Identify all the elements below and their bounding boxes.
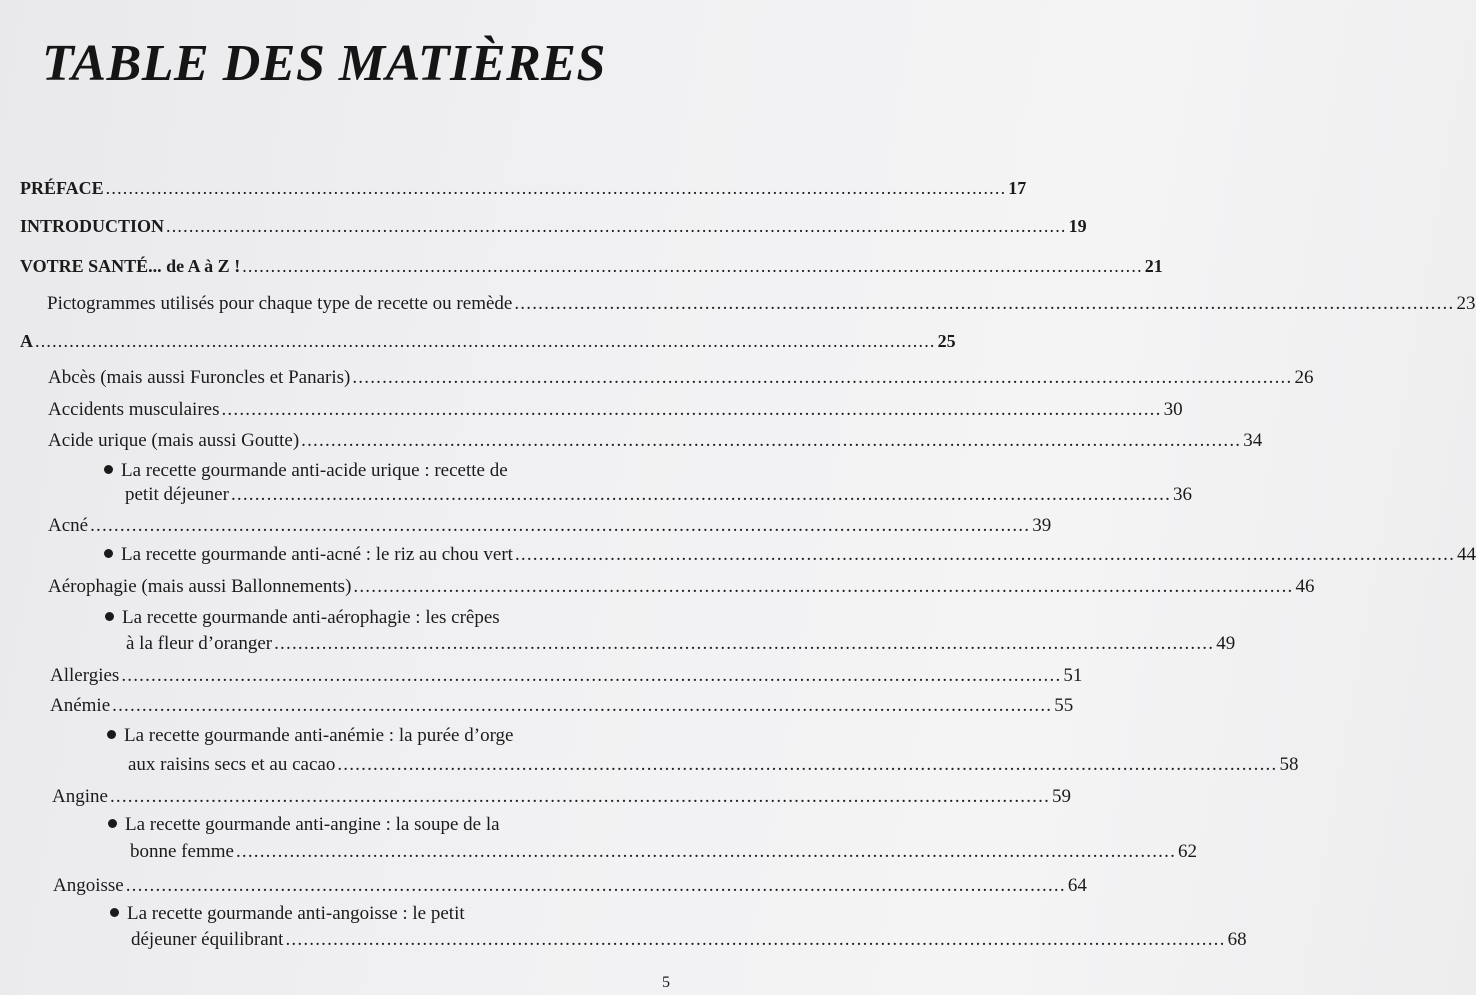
dot-leader: .............................................................................................................................................................. bbox=[353, 576, 1294, 597]
toc-subentry-line1 bbox=[104, 459, 508, 483]
toc-entry-label: Allergies bbox=[50, 665, 120, 686]
toc-entry-page: 25 bbox=[937, 331, 956, 351]
toc-subentry-line1 bbox=[110, 902, 465, 926]
toc-entry-page: 64 bbox=[1067, 875, 1087, 896]
page-title: TABLE DES MATIÈRES bbox=[42, 35, 606, 92]
dot-leader: .............................................................................................................................................................. bbox=[109, 786, 1051, 807]
toc-subentry-recette-anemie bbox=[128, 753, 1299, 777]
dot-leader: .............................................................................................................................................................. bbox=[112, 695, 1053, 716]
dot-leader: .............................................................................................................................................................. bbox=[121, 665, 1062, 686]
page-number: 5 bbox=[662, 974, 670, 991]
toc-entry-page: 30 bbox=[1163, 399, 1183, 420]
toc-entry-section-a bbox=[20, 329, 956, 353]
toc-entry-introduction bbox=[20, 214, 1087, 238]
dot-leader: .............................................................................................................................................................. bbox=[125, 875, 1066, 896]
dot-leader: .............................................................................................................................................................. bbox=[274, 633, 1215, 654]
toc-entry-page: 19 bbox=[1068, 216, 1087, 236]
toc-entry-label: aux raisins secs et au cacao bbox=[128, 754, 336, 775]
bullet-icon bbox=[104, 465, 113, 474]
toc-entry-label: petit déjeuner bbox=[125, 484, 229, 505]
toc-entry-page: 39 bbox=[1032, 515, 1052, 536]
dot-leader: .............................................................................................................................................................. bbox=[166, 216, 1067, 236]
toc-entry-label: Angoisse bbox=[53, 875, 124, 896]
toc-entry-aerophagie bbox=[48, 575, 1315, 599]
toc-entry-label: La recette gourmande anti-aérophagie : les crêpes bbox=[122, 607, 500, 628]
dot-leader: .............................................................................................................................................................. bbox=[221, 399, 1162, 420]
toc-entry-abces bbox=[48, 366, 1314, 390]
bullet-icon bbox=[107, 730, 116, 739]
toc-entry-label: INTRODUCTION bbox=[20, 216, 165, 236]
toc-entry-votre-sante bbox=[20, 254, 1163, 278]
dot-leader: .............................................................................................................................................................. bbox=[90, 515, 1031, 536]
toc-entry-label: La recette gourmande anti-acné : le riz au chou vert bbox=[104, 543, 513, 567]
toc-entry-page: 62 bbox=[1178, 841, 1198, 862]
toc-entry-label: déjeuner équilibrant bbox=[131, 929, 284, 950]
toc-entry-page: 44 bbox=[1457, 544, 1476, 565]
toc-entry-label: PRÉFACE bbox=[20, 178, 104, 198]
toc-entry-preface bbox=[20, 176, 1027, 200]
toc-entry-page: 58 bbox=[1279, 754, 1299, 775]
toc-subentry-line1 bbox=[107, 724, 513, 748]
dot-leader: .............................................................................................................................................................. bbox=[230, 484, 1172, 505]
toc-subentry-recette-acide-urique bbox=[125, 483, 1193, 507]
toc-entry-pictogrammes bbox=[47, 292, 1476, 316]
toc-subentry-recette-acne bbox=[104, 543, 1476, 567]
toc-entry-page: 59 bbox=[1052, 786, 1072, 807]
bullet-icon bbox=[110, 908, 119, 917]
toc-entry-label: à la fleur d’oranger bbox=[126, 633, 273, 654]
dot-leader: .............................................................................................................................................................. bbox=[285, 929, 1226, 950]
bullet-icon bbox=[105, 612, 114, 621]
dot-leader: .............................................................................................................................................................. bbox=[235, 841, 1177, 862]
dot-leader: .............................................................................................................................................................. bbox=[105, 178, 1007, 198]
toc-subentry-recette-angoisse bbox=[131, 928, 1247, 952]
toc-entry-acide-urique bbox=[48, 429, 1263, 453]
toc-entry-page: 51 bbox=[1063, 665, 1083, 686]
toc-entry-label: Acide urique (mais aussi Goutte) bbox=[48, 430, 300, 451]
toc-entry-label: A bbox=[20, 331, 33, 351]
toc-entry-angine bbox=[52, 785, 1072, 809]
toc-entry-label: Abcès (mais aussi Furoncles et Panaris) bbox=[48, 367, 351, 388]
toc-entry-page: 68 bbox=[1227, 929, 1247, 950]
toc-entry-label: La recette gourmande anti-angoisse : le petit bbox=[127, 903, 465, 924]
bullet-icon bbox=[108, 819, 117, 828]
toc-entry-label: Anémie bbox=[50, 695, 111, 716]
toc-entry-angoisse bbox=[53, 874, 1087, 898]
toc-subentry-recette-angine bbox=[130, 840, 1198, 864]
toc-entry-label: Aérophagie (mais aussi Ballonnements) bbox=[48, 576, 352, 597]
toc-entry-anemie bbox=[50, 694, 1074, 718]
dot-leader: .............................................................................................................................................................. bbox=[301, 430, 1242, 451]
toc-subentry-line1 bbox=[105, 606, 500, 630]
toc-entry-page: 36 bbox=[1173, 484, 1193, 505]
toc-entry-page: 55 bbox=[1054, 695, 1074, 716]
toc-entry-label: Acné bbox=[48, 515, 89, 536]
toc-entry-allergies bbox=[50, 664, 1083, 688]
toc-entry-accidents-musculaires bbox=[48, 398, 1183, 422]
dot-leader: .............................................................................................................................................................. bbox=[242, 256, 1143, 276]
dot-leader: .............................................................................................................................................................. bbox=[514, 544, 1456, 565]
dot-leader: .............................................................................................................................................................. bbox=[514, 293, 1455, 314]
toc-entry-label: Pictogrammes utilisés pour chaque type de recette ou remède bbox=[47, 293, 513, 314]
toc-entry-label: La recette gourmande anti-anémie : la purée d’orge bbox=[124, 725, 514, 746]
toc-subentry-recette-aerophagie bbox=[126, 632, 1236, 656]
toc-entry-label: La recette gourmande anti-angine : la soupe de la bbox=[125, 814, 500, 835]
toc-entry-acne bbox=[48, 514, 1052, 538]
toc-entry-page: 34 bbox=[1243, 430, 1263, 451]
toc-entry-page: 26 bbox=[1294, 367, 1314, 388]
dot-leader: .............................................................................................................................................................. bbox=[352, 367, 1293, 388]
toc-entry-label: La recette gourmande anti-acide urique : recette de bbox=[121, 460, 508, 481]
toc-entry-label: bonne femme bbox=[130, 841, 234, 862]
toc-entry-label: Angine bbox=[52, 786, 108, 807]
bullet-icon bbox=[104, 549, 113, 558]
toc-entry-page: 46 bbox=[1295, 576, 1315, 597]
dot-leader: .............................................................................................................................................................. bbox=[35, 331, 936, 351]
toc-entry-page: 49 bbox=[1216, 633, 1236, 654]
toc-entry-page: 21 bbox=[1144, 256, 1163, 276]
toc-entry-page: 23 bbox=[1456, 293, 1476, 314]
toc-entry-label: VOTRE SANTÉ... de A à Z ! bbox=[20, 256, 241, 276]
toc-entry-label: Accidents musculaires bbox=[48, 399, 220, 420]
dot-leader: .............................................................................................................................................................. bbox=[337, 754, 1278, 775]
toc-subentry-line1 bbox=[108, 813, 500, 837]
toc-entry-page: 17 bbox=[1008, 178, 1027, 198]
